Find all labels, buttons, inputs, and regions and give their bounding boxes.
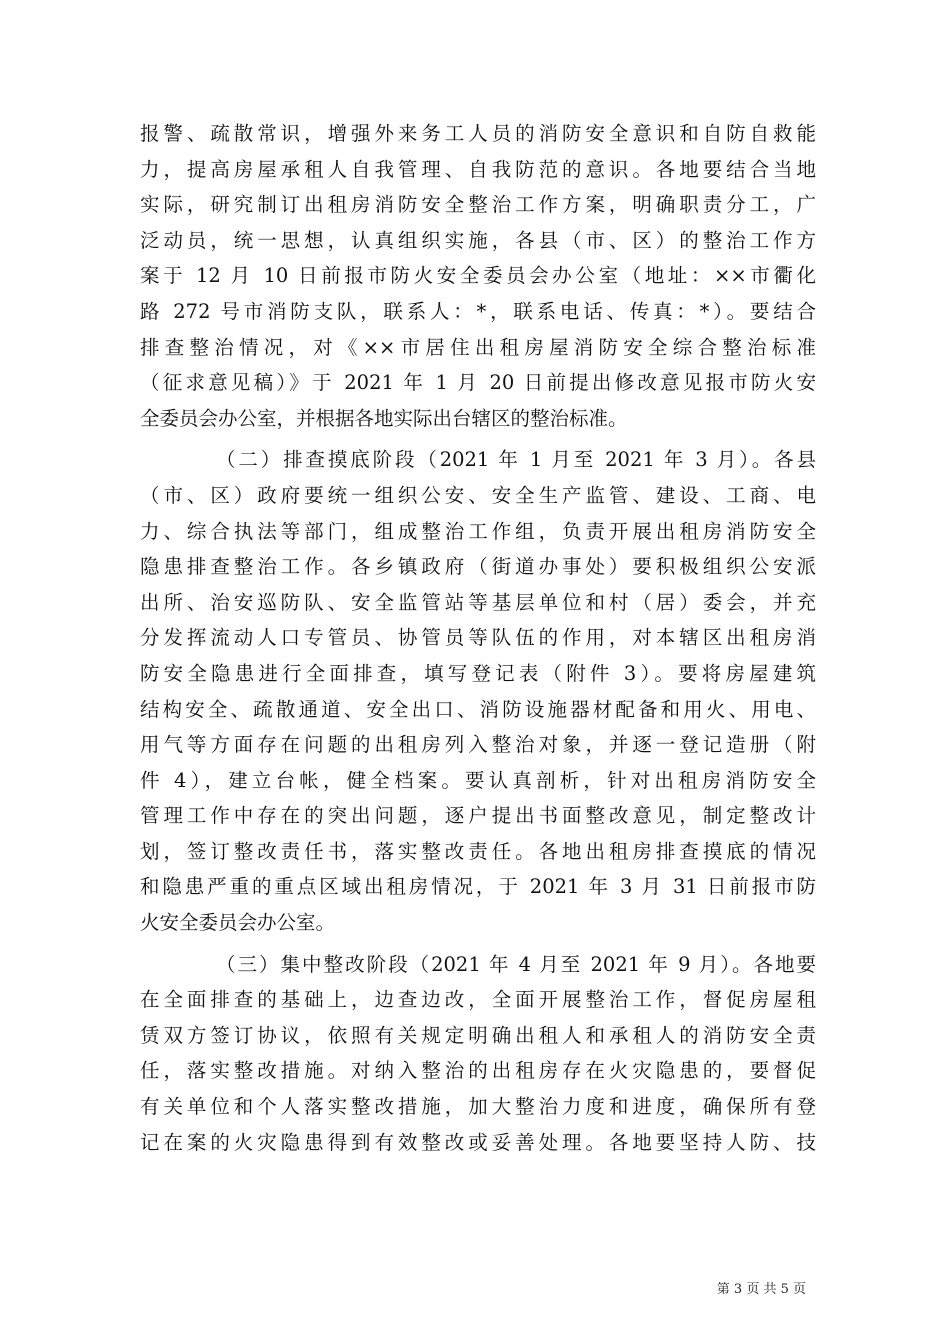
text-line: 任，落实整改措施。对纳入整治的出租房存在火灾隐患的，要督促 xyxy=(140,1059,816,1083)
text-line: 记在案的火灾隐患得到有效整改或妥善处理。各地要坚持人防、技 xyxy=(140,1130,816,1154)
text-line: 隐患排查整治工作。各乡镇政府（街道办事处）要积极组织公安派 xyxy=(140,555,816,579)
text-line: （市、区）政府要统一组织公安、安全生产监管、建设、工商、电 xyxy=(140,483,816,507)
text-line: 用气等方面存在问题的出租房列入整治对象，并逐一登记造册（附 xyxy=(140,733,816,757)
text-line: 火安全委员会办公室。 xyxy=(140,911,336,935)
text-line: 管理工作中存在的突出问题，逐户提出书面整改意见，制定整改计 xyxy=(140,804,816,828)
text-line: 力，提高房屋承租人自我管理、自我防范的意识。各地要结合当地 xyxy=(140,157,816,181)
text-line: 件 4），建立台帐，健全档案。要认真剖析，针对出租房消防安全 xyxy=(140,768,816,792)
text-line: （三）集中整改阶段（2021 年 4 月至 2021 年 9 月）。各地要 xyxy=(216,952,816,976)
text-line: 报警、疏散常识，增强外来务工人员的消防安全意识和自防自救能 xyxy=(140,122,816,145)
text-line: 和隐患严重的重点区域出租房情况，于 2021 年 3 月 31 日前报市防 xyxy=(140,875,816,899)
paragraph-2 xyxy=(140,442,816,940)
text-line: 路 272 号市消防支队，联系人：*，联系电话、传真：*）。要结合 xyxy=(140,299,816,323)
paragraph-1 xyxy=(140,116,816,436)
text-line: 泛动员，统一思想，认真组织实施，各县（市、区）的整治工作方 xyxy=(140,228,816,252)
paragraph-3 xyxy=(140,947,816,1161)
text-line: 划，签订整改责任书，落实整改责任。各地出租房排查摸底的情况 xyxy=(140,839,816,863)
text-line: 防安全隐患进行全面排查，填写登记表（附件 3）。要将房屋建筑 xyxy=(140,661,816,685)
text-line: 出所、治安巡防队、安全监管站等基层单位和村（居）委会，并充 xyxy=(140,590,816,614)
text-line: 力、综合执法等部门，组成整治工作组，负责开展出租房消防安全 xyxy=(140,519,816,543)
page-number: 第 3 页 共 5 页 xyxy=(716,1282,806,1297)
text-line: 在全面排查的基础上，边查边改，全面开展整治工作，督促房屋租 xyxy=(140,988,816,1012)
text-line: 排查整治情况，对《××市居住出租房屋消防安全综合整治标准 xyxy=(140,335,816,359)
text-line: 赁双方签订协议，依照有关规定明确出租人和承租人的消防安全责 xyxy=(140,1023,816,1047)
text-line: 结构安全、疏散通道、安全出口、消防设施器材配备和用火、用电、 xyxy=(140,697,816,721)
text-line: 案于 12 月 10 日前报市防火安全委员会办公室（地址：××市衢化 xyxy=(140,264,816,288)
text-line: （征求意见稿）》于 2021 年 1 月 20 日前提出修改意见报市防火安 xyxy=(140,371,816,395)
text-line: 全委员会办公室，并根据各地实际出台辖区的整治标准。 xyxy=(140,406,628,430)
text-line: 实际，研究制订出租房消防安全整治工作方案，明确职责分工，广 xyxy=(140,193,816,217)
text-line: （二）排查摸底阶段（2021 年 1 月至 2021 年 3 月）。各县 xyxy=(216,448,816,472)
text-line: 分发挥流动人口专管员、协管员等队伍的作用，对本辖区出租房消 xyxy=(140,626,816,650)
document-body xyxy=(140,116,816,1160)
text-line: 有关单位和个人落实整改措施，加大整治力度和进度，确保所有登 xyxy=(140,1095,816,1119)
